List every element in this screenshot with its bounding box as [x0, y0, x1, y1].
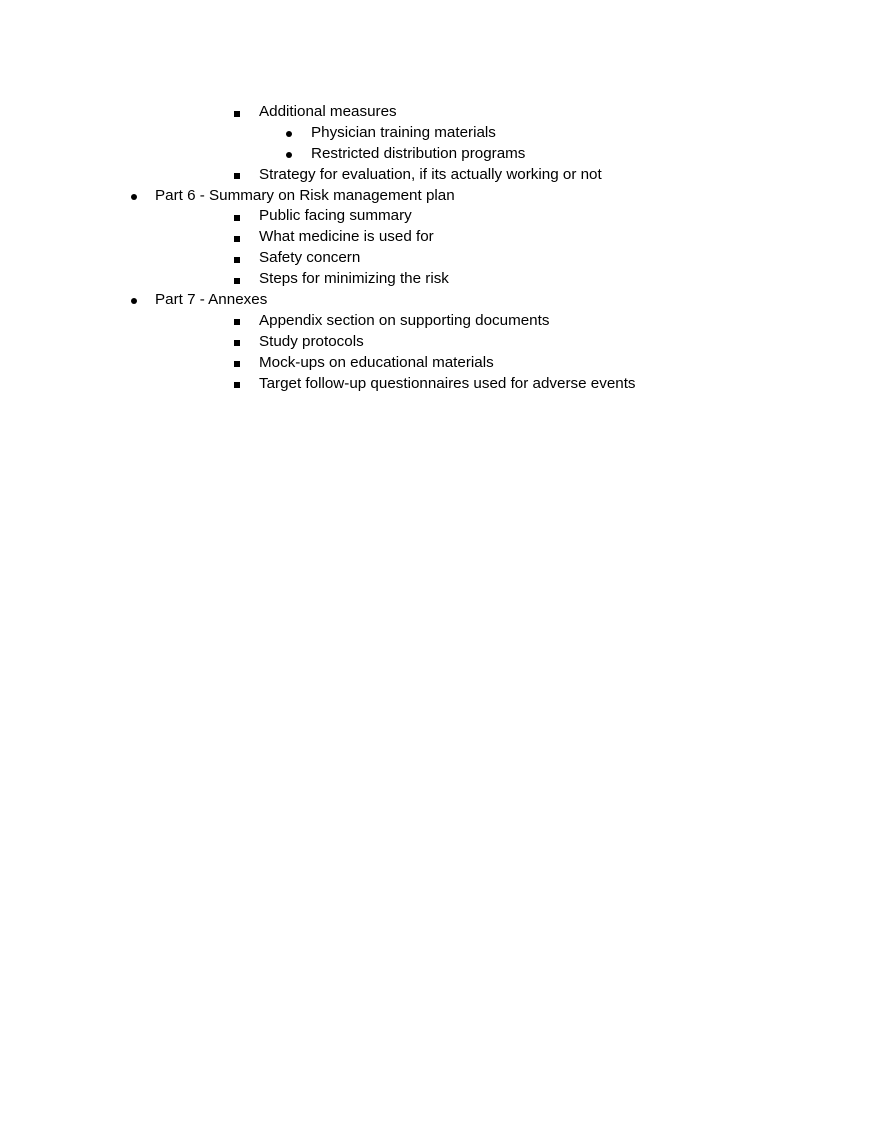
list-item-text: Public facing summary	[259, 207, 412, 225]
list-item-text: Steps for minimizing the risk	[259, 270, 449, 288]
list-item-restricted-distribution	[0, 144, 880, 165]
list-item-text: Appendix section on supporting documents	[259, 311, 550, 329]
list-item-appendix	[0, 311, 880, 332]
section-heading-text: Part 6 - Summary on Risk management plan	[155, 186, 455, 204]
list-item-study-protocols	[0, 332, 880, 353]
list-item-text: Safety concern	[259, 249, 361, 267]
list-item-part-7	[0, 290, 880, 311]
list-item-safety-concern	[0, 248, 880, 269]
list-item-text: Restricted distribution programs	[311, 144, 526, 162]
list-item-text: Study protocols	[259, 332, 364, 350]
list-item-text: Target follow-up questionnaires used for adverse events	[259, 374, 636, 392]
list-item-text: Mock-ups on educational materials	[259, 353, 494, 371]
list-item-minimizing-risk	[0, 269, 880, 290]
section-heading-text: Part 7 - Annexes	[155, 291, 268, 309]
list-item-evaluation-strategy	[0, 165, 880, 186]
list-item-medicine-use	[0, 227, 880, 248]
list-item-physician-training	[0, 123, 880, 144]
list-item-additional-measures	[0, 102, 880, 123]
list-item-text: Physician training materials	[311, 123, 496, 141]
list-item-questionnaires	[0, 374, 880, 395]
list-item-text: Strategy for evaluation, if its actually working or not	[259, 165, 602, 183]
bulleted-outline	[0, 102, 880, 394]
list-item-text: Additional measures	[259, 103, 397, 120]
list-item-part-6	[0, 186, 880, 207]
list-item-mock-ups	[0, 353, 880, 374]
list-item-public-summary	[0, 206, 880, 227]
list-item-text: What medicine is used for	[259, 228, 434, 246]
